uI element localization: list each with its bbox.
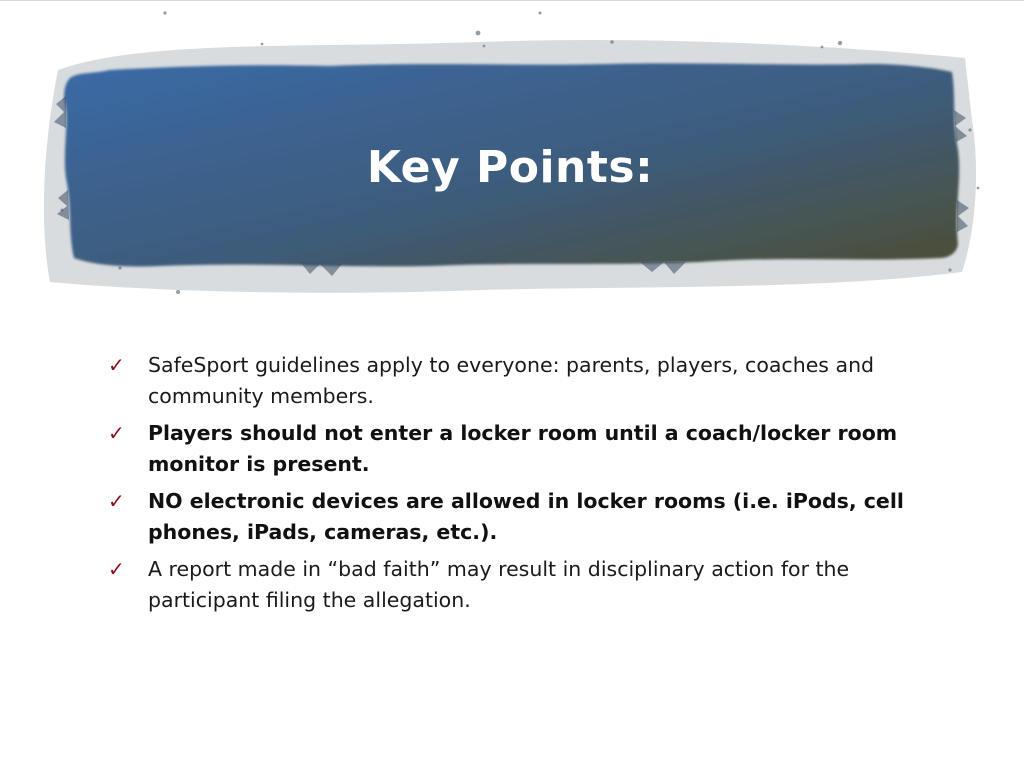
bullet-item	[108, 486, 908, 548]
bullet-item	[108, 418, 908, 480]
checkmark-icon: ✓	[108, 353, 125, 377]
key-points-list	[108, 350, 908, 622]
bullet-item	[108, 350, 908, 412]
checkmark-icon: ✓	[108, 557, 125, 581]
bullet-text: Players should not enter a locker room until a coach/locker room monitor is present.	[148, 421, 898, 476]
bullet-text: SafeSport guidelines apply to everyone: parents, players, coaches and community members.	[148, 353, 875, 408]
checkmark-icon: ✓	[108, 489, 125, 513]
bullet-item	[108, 554, 908, 616]
bullet-text: A report made in “bad faith” may result in disciplinary action for the participant filing the allegation.	[148, 557, 850, 612]
bullet-text: NO electronic devices are allowed in locker rooms (i.e. iPods, cell phones, iPads, cameras, etc.).	[148, 489, 904, 544]
checkmark-icon: ✓	[108, 421, 125, 445]
slide-title: Key Points:	[366, 142, 654, 193]
